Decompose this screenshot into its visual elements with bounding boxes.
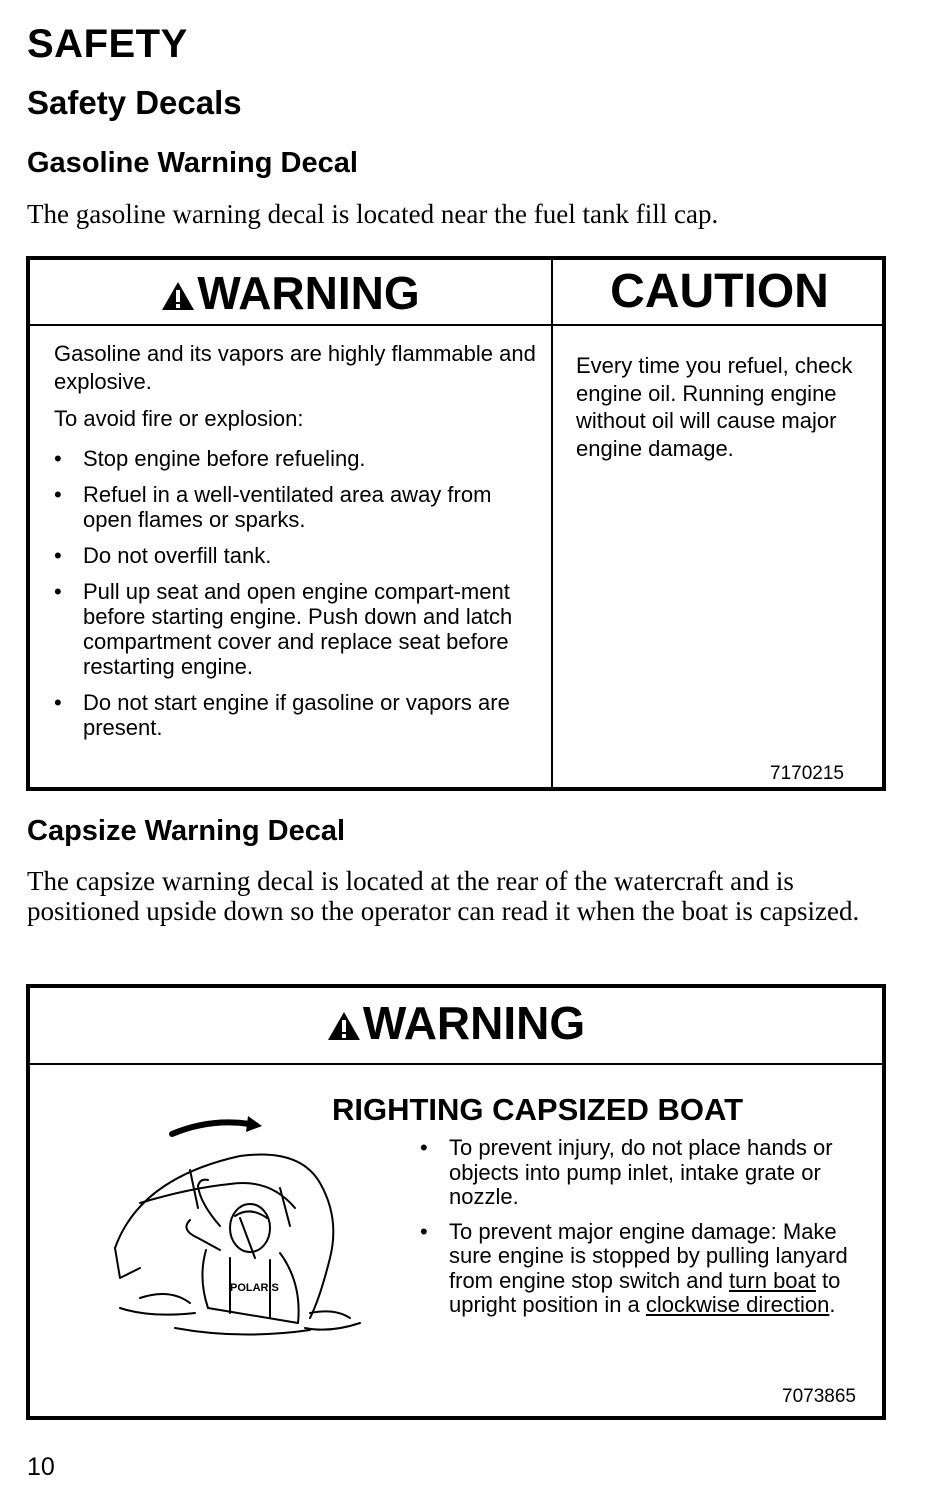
list-item: • Pull up seat and open engine compart-ment before starting engine. Push down and latch compartment cover and replace seat before restarting engine.	[54, 579, 544, 679]
warning-triangle-icon	[161, 281, 195, 311]
warning-header	[30, 996, 882, 1050]
gasoline-decal	[26, 256, 886, 791]
caution-title: CAUTION	[610, 265, 829, 318]
decal-code: 7073865	[782, 1386, 856, 1407]
righting-title: RIGHTING CAPSIZED BOAT	[332, 1092, 744, 1127]
list-item: • Refuel in a well-ventilated area away from open flames or sparks.	[54, 482, 544, 532]
list-item: • Do not overfill tank.	[54, 543, 544, 568]
item-text: .	[829, 1292, 836, 1317]
list-item: • Do not start engine if gasoline or vapors are present.	[54, 690, 544, 740]
section-title: Safety Decals	[27, 84, 242, 121]
capsized-boat-illustration	[80, 1108, 370, 1398]
warning-title: WARNING	[362, 997, 586, 1049]
page-number: 10	[27, 1453, 55, 1481]
capsize-decal	[26, 984, 886, 1420]
warning-list	[54, 446, 544, 740]
warning-body	[54, 340, 544, 740]
gasoline-intro: The gasoline warning decal is located near the fuel tank fill cap.	[27, 199, 719, 229]
capsize-heading: Capsize Warning Decal	[27, 815, 346, 847]
item-text: to upright position in a	[449, 1267, 841, 1317]
decal-divider-horizontal	[30, 324, 882, 326]
capsize-intro: The capsize warning decal is located at the rear of the watercraft and is positioned upside down so the operator can read it when the boat is capsized.	[27, 866, 860, 926]
rotation-arrow-icon	[172, 1122, 250, 1134]
warning-lead: Gasoline and its vapors are highly flammable and explosive.	[54, 341, 536, 394]
list-item: • To prevent injury, do not place hands or objects into pump inlet, intake grate or nozzle.	[420, 1136, 860, 1210]
capsize-list	[420, 1136, 860, 1318]
decal-code: 7170215	[770, 763, 844, 784]
item-text: To prevent major engine damage: Make sure engine is stopped by pulling lanyard from engine stop switch and	[449, 1218, 848, 1293]
list-item	[420, 1220, 860, 1318]
turn-boat-text: turn boat	[729, 1267, 816, 1293]
list-item: • Stop engine before refueling.	[54, 446, 544, 471]
gasoline-heading: Gasoline Warning Decal	[27, 147, 358, 179]
decal-divider-horizontal	[30, 1063, 882, 1065]
warning-title: WARNING	[197, 267, 420, 319]
illustration-label: POLARIS	[230, 1282, 279, 1294]
page-title: SAFETY	[27, 22, 188, 66]
clockwise-direction-text: clockwise direction	[645, 1292, 830, 1317]
decal-divider-vertical	[551, 260, 553, 787]
caution-text: Every time you refuel, check engine oil. Running engine without oil will cause major engine damage.	[576, 353, 853, 461]
warning-header	[30, 266, 551, 320]
warning-instruction: To avoid fire or explosion:	[54, 406, 304, 431]
warning-triangle-icon	[327, 1011, 361, 1041]
